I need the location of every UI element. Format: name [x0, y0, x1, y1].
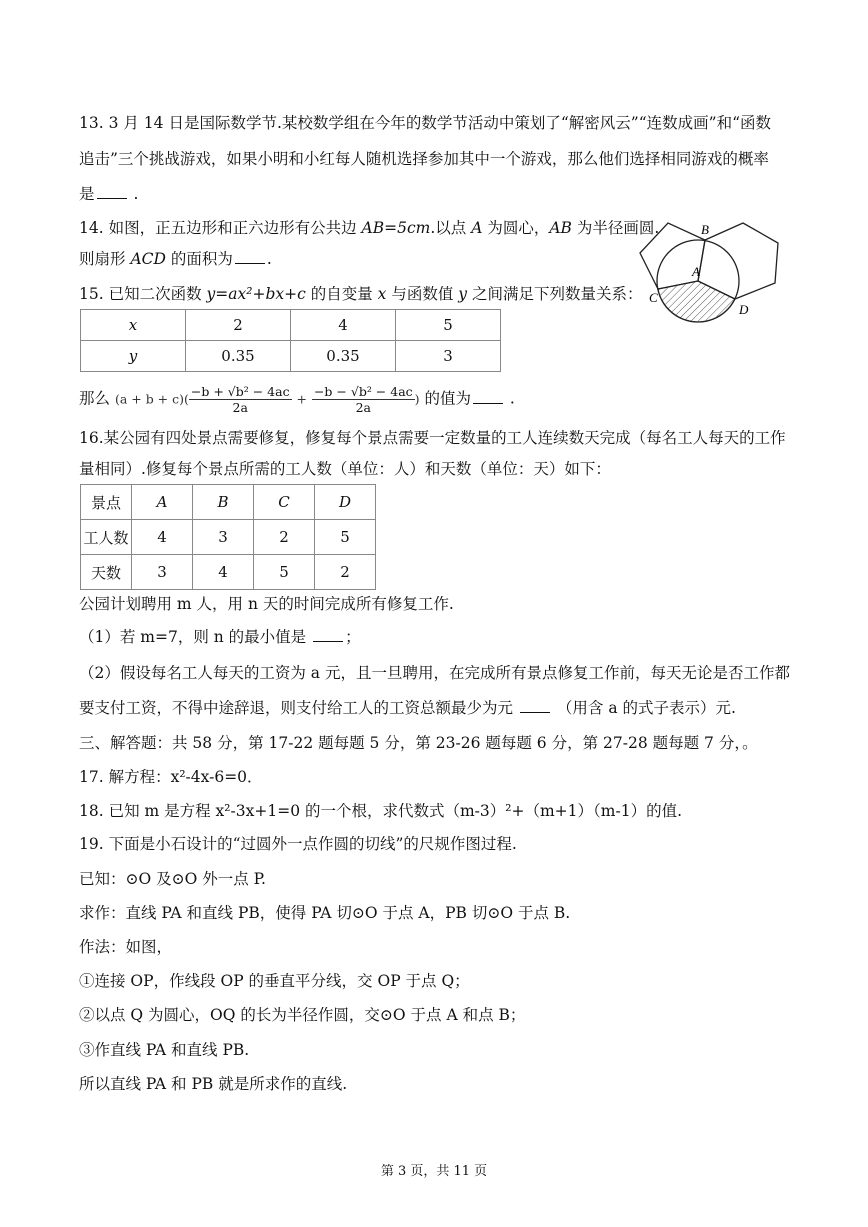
label-a: A — [692, 264, 700, 279]
q19-step2: ②以点 Q 为圆心，OQ 的长为半径作圆，交⊙O 于点 A 和点 B； — [79, 1006, 526, 1024]
q14-figure — [630, 205, 810, 325]
q19-method: 作法：如图， — [79, 938, 173, 956]
answer-blank — [473, 389, 503, 404]
q13-line1: 13. 3 月 14 日是国际数学节.某校数学组在今年的数学节活动中策划了“解密风云”“连数成画”和“函数 — [79, 114, 771, 132]
label-b: B — [701, 222, 709, 237]
answer-blank — [235, 249, 265, 264]
label-c: C — [649, 290, 658, 305]
q13-line2: 追击”三个挑战游戏，如果小明和小红每人随机选择参加其中一个游戏，那么他们选择相同游戏的概率 — [79, 150, 769, 168]
q19-find: 求作：直线 PA 和直线 PB，使得 PA 切⊙O 于点 A，PB 切⊙O 于点 B. — [79, 904, 571, 922]
q13-line3: 是 . — [79, 185, 139, 203]
table-row: x 2 4 5 — [81, 310, 501, 341]
table-row: y 0.35 0.35 3 — [81, 341, 501, 372]
q16-sub2-line2: 要支付工资，不得中途辞退，则支付给工人的工资总额最少为元 （用含 a 的式子表示）元. — [79, 699, 736, 717]
q19-step1: ①连接 OP，作线段 OP 的垂直平分线，交 OP 于点 Q； — [79, 972, 470, 990]
q15-stem: 15. 已知二次函数 y=ax²+bx+c 的自变量 x 与函数值 y 之间满足下列数量关系： — [79, 285, 643, 303]
fraction-2: $\frac{\text{−b − √b² − 4ac}}{2a}$ — [313, 384, 413, 415]
q16-sub2-line1: （2）假设每名工人每天的工资为 a 元，且一旦聘用，在完成所有景点修复工作前，每天无论是否工作都 — [79, 664, 790, 682]
q16-sub1: （1）若 m=7，则 n 的最小值是 ； — [79, 628, 361, 646]
q14-line2: 则扇形 ACD 的面积为 . — [79, 250, 272, 268]
q16-plan: 公园计划聘用 m 人，用 n 天的时间完成所有修复工作. — [79, 595, 454, 613]
q19-line1: 19. 下面是小石设计的“过圆外一点作圆的切线”的尺规作图过程. — [79, 835, 517, 853]
q18: 18. 已知 m 是方程 x²-3x+1=0 的一个根，求代数式（m-3）²+（m+1）（m-1）的值. — [79, 802, 682, 820]
answer-blank — [313, 627, 343, 642]
q19-step3: ③作直线 PA 和直线 PB. — [79, 1041, 250, 1059]
answer-blank — [97, 184, 127, 199]
q19-given: 已知：⊙O 及⊙O 外一点 P. — [79, 870, 266, 888]
pentagon — [640, 223, 705, 289]
section-heading: 三、解答题：共 58 分，第 17-22 题每题 5 分，第 23-26 题每题 6 分，第 27-28 题每题 7 分，。 — [79, 734, 758, 752]
q19-conclusion: 所以直线 PA 和 PB 就是所求作的直线. — [79, 1075, 348, 1093]
label-d: D — [739, 302, 749, 317]
table-row: 工人数 4 3 2 5 — [81, 520, 376, 555]
page-footer: 第 3 页，共 11 页 — [380, 1164, 488, 1179]
q16-table — [80, 484, 376, 590]
table-row: 景点 A B C D — [81, 485, 376, 520]
q14-line1: 14. 如图，正五边形和正六边形有公共边 AB=5cm.以点 A 为圆心，AB 为半径画圆. — [79, 219, 660, 237]
q15-expression: 那么 (a + b + c)( $\frac{\text{−b + √b² − 4ac}}{2a}$ + $\frac{\text{−b − √b² − 4ac}}{2a}$ ) 的值为 . — [79, 384, 515, 415]
q17: 17. 解方程：x²-4x-6=0． — [79, 768, 263, 786]
table-row: 天数 3 4 5 2 — [81, 555, 376, 590]
fraction-1: $\frac{\text{−b + √b² − 4ac}}{2a}$ — [190, 384, 290, 415]
q16-line2: 量相同）.修复每个景点所需的工人数（单位：人）和天数（单位：天）如下： — [79, 460, 611, 478]
q16-line1: 16.某公园有四处景点需要修复，修复每个景点需要一定数量的工人连续数天完成（每名工人每天的工作 — [79, 429, 786, 447]
answer-blank — [520, 698, 550, 713]
q15-table — [80, 309, 501, 372]
